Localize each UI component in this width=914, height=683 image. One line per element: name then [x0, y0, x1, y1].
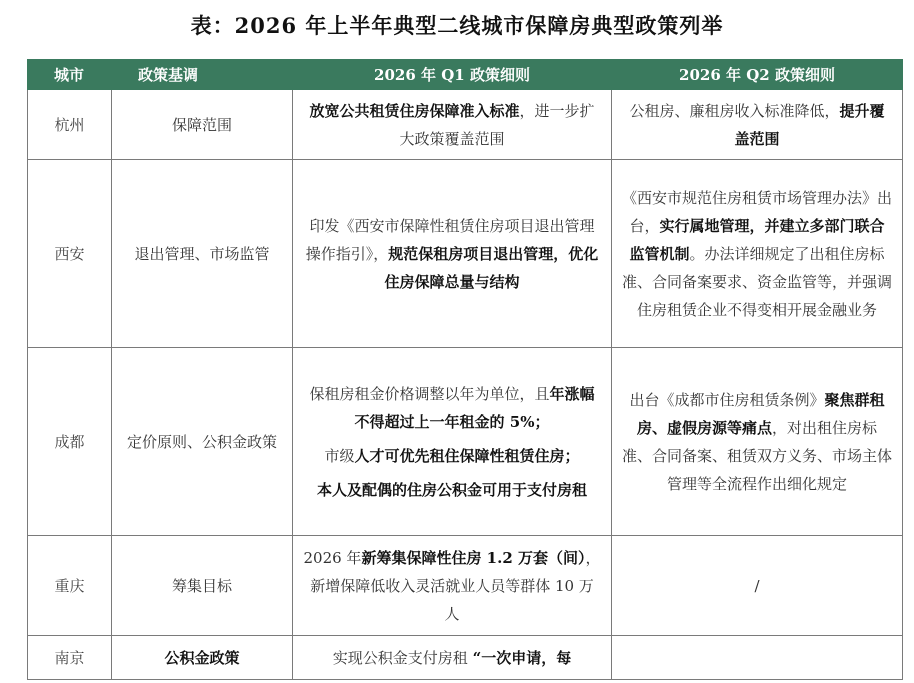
q1-bold-text: 年涨幅不得超过上一年租金的 5%； [354, 384, 595, 431]
table-row [28, 90, 903, 160]
tone-cell: 筹集目标 [112, 536, 293, 636]
q2-cell [612, 90, 903, 160]
q1-text: 印发《西安市保障性租赁住房项目退出管理操作指引》， [305, 216, 595, 263]
q1-cell [293, 160, 612, 348]
q1-cell [293, 536, 612, 636]
q1-paragraph-1 [303, 380, 601, 436]
table-row [28, 536, 903, 636]
q2-empty-slash: / [754, 576, 760, 595]
table-row [28, 348, 903, 536]
q1-text: 实现公积金支付房租 [332, 648, 473, 667]
q2-cell [612, 636, 903, 680]
tone-cell: 退出管理、市场监管 [112, 160, 293, 348]
table-row [28, 160, 903, 348]
q1-bold-text: 规范保租房项目退出管理，优化住房保障总量与结构 [384, 244, 599, 291]
q2-bold-text: 聚焦群租房、虚假房源等痛点 [636, 390, 885, 437]
city-cell: 成都 [28, 348, 112, 536]
table-row [28, 636, 903, 680]
q1-text: 市级 [324, 446, 355, 465]
tone-cell: 公积金政策 [112, 636, 293, 680]
q1-paragraph-2 [303, 442, 601, 470]
city-cell: 杭州 [28, 90, 112, 160]
header-q2: 2026 年 Q2 政策细则 [612, 60, 903, 90]
city-cell: 西安 [28, 160, 112, 348]
q2-cell [612, 536, 903, 636]
q1-text-2: ，新增保障低收入灵活就业人员等群体 10 万人 [310, 548, 601, 623]
header-tone: 政策基调 [112, 60, 293, 90]
q2-text: 《西安市规范住房租赁市场管理办法》出台， [622, 188, 893, 235]
q1-bold-text: 本人及配偶的住房公积金可用于支付房租 [316, 480, 587, 499]
q1-paragraph-3 [303, 476, 601, 504]
tone-cell: 保障范围 [112, 90, 293, 160]
q1-bold-text: 放宽公共租赁住房保障准入标准 [309, 101, 520, 120]
header-q1: 2026 年 Q1 政策细则 [293, 60, 612, 90]
q1-cell [293, 636, 612, 680]
tone-cell: 定价原则、公积金政策 [112, 348, 293, 536]
q2-text: 公租房、廉租房收入标准降低， [629, 101, 840, 120]
policy-table [27, 59, 903, 680]
q1-text: ，进一步扩大政策覆盖范围 [399, 101, 595, 148]
q2-bold-text: 实行属地管理，并建立多部门联合监管机制 [629, 216, 885, 263]
q1-text: 保租房租金价格调整以年为单位，且 [309, 384, 550, 403]
q2-text-2: ，对出租住房标准、合同备案、租赁双方义务、市场主体管理等全流程作出细化规定 [622, 418, 893, 493]
header-city: 城市 [28, 60, 112, 90]
city-cell: 重庆 [28, 536, 112, 636]
table-header-row [28, 60, 903, 90]
q1-bold-text: 人才可优先租住保障性租赁住房； [354, 446, 580, 465]
city-cell: 南京 [28, 636, 112, 680]
q1-cell [293, 348, 612, 536]
q1-bold-text: 新筹集保障性住房 1.2 万套（间） [361, 548, 586, 567]
q2-bold-text: 提升覆盖范围 [734, 101, 885, 148]
q1-cell [293, 90, 612, 160]
q2-cell [612, 160, 903, 348]
q2-cell [612, 348, 903, 536]
q2-text: 出台《成都市住房租赁条例》 [629, 390, 825, 409]
q1-text: 2026 年 [303, 548, 362, 567]
q2-text-2: 。办法详细规定了出租住房标准、合同备案要求、资金监管等，并强调住房租赁企业不得变相开展金融业务 [622, 244, 893, 319]
q1-bold-text: “一次申请，每 [472, 648, 572, 667]
table-title: 表：2026 年上半年典型二线城市保障房典型政策列举 [190, 13, 724, 38]
